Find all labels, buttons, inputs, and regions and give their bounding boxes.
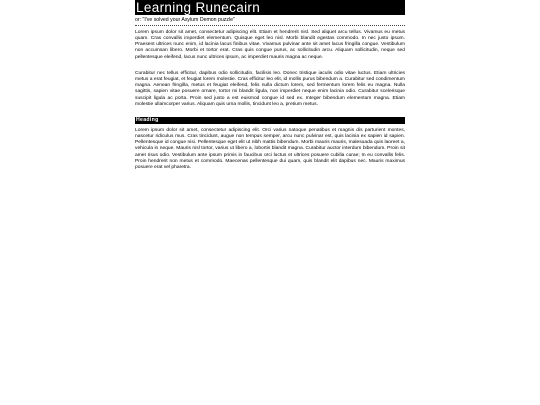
page-title: Learning Runecairn	[135, 0, 405, 15]
section-paragraph: Lorem ipsum dolor sit amet, consectetur adipiscing elit. Orci varius natoque penatibus et magnis dis parturient montes, nascetur ridiculus mus. Cras tincidunt, augue non tempus semper, arcu nunc pulvinar est, quis lacinia ex sapien id sapien. Pellentesque id congue nisi. Pellentesque eget elit ut nibh mattis bibendum. Morbi mauris mauris, malesuada quis laoreet a, vehicula in neque. Mauris nisl tortor, varius ut libero a, lobortis blandit magna. Curabitur auctor interdum bibendum. Proin sit amet risus odio. Vestibulum ante ipsum primis in faucibus orci luctus et ultrices posuere cubilia curae; In eu convallis felis. Proin hendrerit non metus et commodo. Maecenas pellentesque dui quam, quis blandit elit dapibus nec. Mauris maximus posuere erat vel pharetra.	[135, 128, 405, 170]
section-heading: Heading	[135, 117, 405, 124]
dotted-divider	[135, 25, 405, 26]
body-paragraph-1: Lorem ipsum dolor sit amet, consectetur adipiscing elit. Etiam et hendrerit nisl. Sed aliquet arcu tellus. Vivamus eu metus quam. Cras convallis imperdiet elementum. Quisque eget leo nisl. Morbi blandit egestas commodo. In nec justo ipsum. Praesent ultrices nunc enim, id lacinia lacus finibus vitae. Vivamus pulvinar ante sit amet lacus fringilla congue. Vestibulum non accumsan libero. Morbi et tortor erat. Cras quis congue purus, ac sollicitudin arcu. Aliquam sollicitudin, neque sed pellentesque eleifend, lacus nunc ultrices ipsum, ac imperdiet mauris magna ac neque.	[135, 30, 405, 60]
page-subtitle: or: "I've solved your Asylum Demon puzzle"	[135, 17, 235, 23]
article	[135, 0, 405, 171]
body-paragraph-2: Curabitur nec tellus efficitur, dapibus odio sollicitudin, facilisis leo. Donec tristique iaculis odio vitae luctus. Etiam ultricies metus a erat feugiat, et feugiat lorem molestie. Cras efficitur leo elit, id mollis purus bibendum a. Curabitur sed condimentum magna. Aenean fringilla, metus et feugiat eleifend, felis nulla dictum lorem, sed fermentum lorem felis eu magna. Nulla sagittis, sapien vitae posuere ornare, tortor mi blandit ligula, non imperdiet neque enim lacinia odio. Curabitur scelerisque suscipit ligula ac porta. Proin sed justo a est euismod congue id sed ex. Integer bibendum elementum magna. Etiam molestie ullamcorper varius. Aliquam quis urna mollis, tincidunt leo a, pretium metus.	[135, 71, 405, 107]
